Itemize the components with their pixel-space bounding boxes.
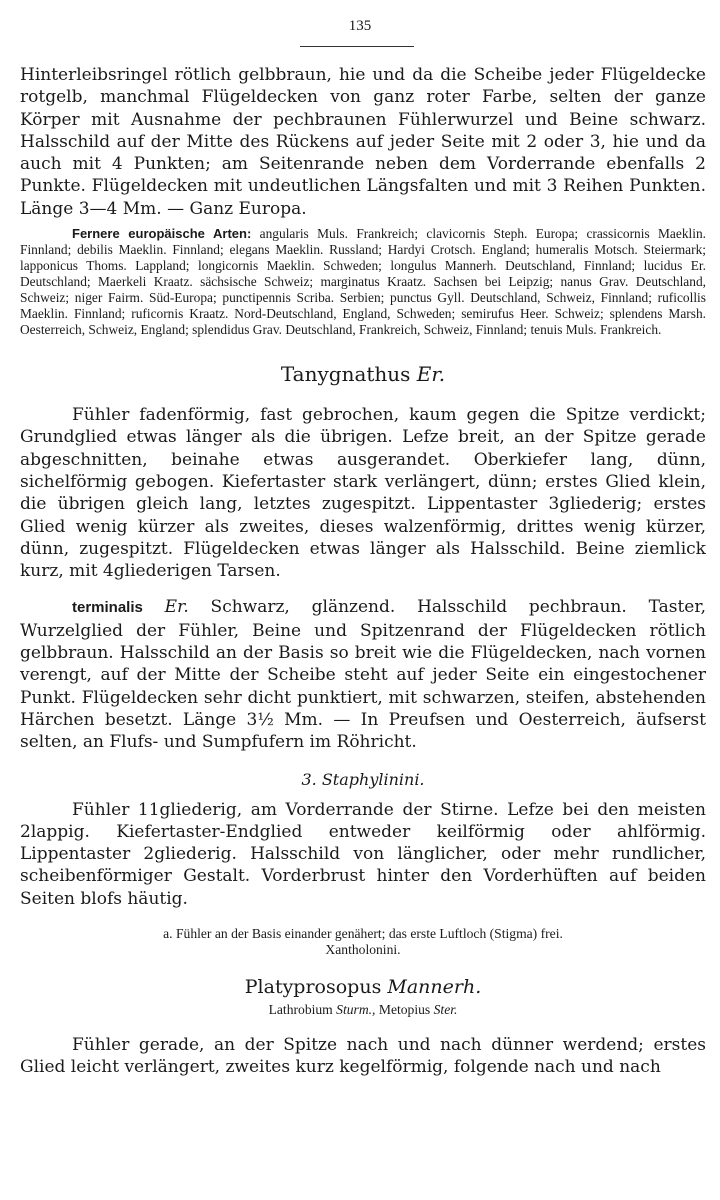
synonym-author: Sturm., [336,1002,376,1018]
key-note [20,926,706,958]
genus-name: Tanygnathus [280,362,411,387]
key-couplet-a: a. Fühler an der Basis einander genähert; das erste Luftloch (Stigma) frei. [163,926,563,942]
species-name: terminalis [72,599,143,617]
species-entry-terminalis [20,596,706,753]
other-species-paragraph [20,226,706,338]
synonym-genus: Lathrobium [268,1002,333,1018]
page-content [20,64,706,1079]
genus-author: Mannerh. [387,976,482,999]
species-description-continued: Hinterleibsringel rötlich gelbbraun, hie und da die Scheibe jeder Flügeldecke rotgelb, manchmal Flügeldecken von ganz roter Farbe, selten der ganze Körper mit Ausnahme der pechbraunen Fühlerwurzel und Beine schwarz. Halsschild auf der Mitte des Rückens auf jeder Seite mit 2 oder 3, hie und da auch mit 4 Punkten; am Seitenrande neben dem Vorderrande ebenfalls 2 Punkte. Flügeldecken mit undeutlichen Längsfalten und mit 3 Reihen Punkten. Länge 3—4 Mm. — Ganz Europa. [20,65,706,219]
genus-heading-tanygnathus [20,362,706,386]
subtribe-name: Xantholonini. [325,942,401,958]
page-number: 135 [348,18,372,34]
species-author: Er. [164,597,189,618]
genus-synonyms [20,1002,706,1018]
genus-author: Er. [416,362,446,387]
tribe-heading: 3. Staphylinini. [301,769,425,789]
genus-description-platyprosopus: Fühler gerade, an der Spitze nach und nach dünner werdend; erstes Glied leicht verlängert, zweites kurz kegelförmig, folgende nach und nach [20,1035,706,1078]
genus-name: Platyprosopus [244,976,382,999]
genus-heading-platyprosopus [20,976,706,998]
synonym-genus: Metopius [378,1002,431,1018]
other-species-list: angularis Muls. Frankreich; clavicornis Steph. Europa; crassicornis Maeklin. Finnland; debilis Maeklin. Finnland; elegans Maeklin. Russland; Hardyi Crotsch. England; humeralis Motsch. Steiermark; lapponicus Thoms. Lappland; longicornis Maeklin. Schweden; longulus Mannerh. Deutschland, Finnland; lucidus Er. Deutschland; Maerkeli Kraatz. sächsische Schweiz; marginatus Kraatz. Sachsen bei Leipzig; nanus Grav. Deutschland, Schweiz; niger Fairm. Süd-Europa; punctipennis Scriba. Serbien; punctus Gyll. Deutschland, Schweiz, Finnland; ruficollis Maeklin. Finnland; ruficornis Kraatz. Nord-Deutschland, England, Schweden; semirufus Heer. Schweiz; splendens Marsh. Oesterreich, Schweiz, England; splendidus Grav. Deutschland, Frankreich, Schweiz, Finnland; tenuis Muls. Frankreich. [20,226,706,338]
header-rule [300,46,414,47]
species-description: Schwarz, glänzend. Halsschild pechbraun. Taster, Wurzelglied der Fühler, Beine und Spitzenrand der Flügeldecken rötlich gelbbraun. Halsschild an der Basis so breit wie die Flügeldecken, nach vornen verengt, auf der Mitte der Scheibe steht auf jeder Seite ein eingestochener Punkt. Flügeldecken sehr dicht punktiert, mit schwarzen, steifen, abstehenden Härchen besetzt. Länge 3½ Mm. — In Preufsen und Oesterreich, äufserst selten, an Flufs- und Sumpfufern im Röhricht. [20,597,707,753]
genus-description-tanygnathus: Fühler fadenförmig, fast gebrochen, kaum gegen die Spitze verdickt; Grundglied etwas länger als die übrigen. Lefze breit, an der Spitze gerade abgeschnitten, beinahe etwas ausgerandet. Oberkiefer lang, dünn, sichelförmig gebogen. Kiefertaster stark verlängert, dünn; erstes Glied klein, die übrigen gleich lang, letztes zugespitzt. Lippentaster 3gliederig; erstes Glied wenig kürzer als zweites, dieses walzenförmig, drittes wenig kürzer, dünn, zugespitzt. Flügeldecken etwas länger als Halsschild. Beine ziemlick kurz, mit 4gliederigen Tarsen. [20,405,706,582]
tribe-description: Fühler 11gliederig, am Vorderrande der Stirne. Lefze bei den meisten 2lappig. Kiefertaster-Endglied entweder keilförmig oder ahlförmig. Lippentaster 2gliederig. Halsschild von länglicher, oder mehr rundlicher, scheibenförmiger Gestalt. Vorderbrust hinter den Vorderhüften auf beiden Seiten blofs häutig. [20,799,706,909]
synonym-author: Ster. [433,1002,458,1018]
other-species-label: Fernere europäische Arten: [72,226,252,242]
